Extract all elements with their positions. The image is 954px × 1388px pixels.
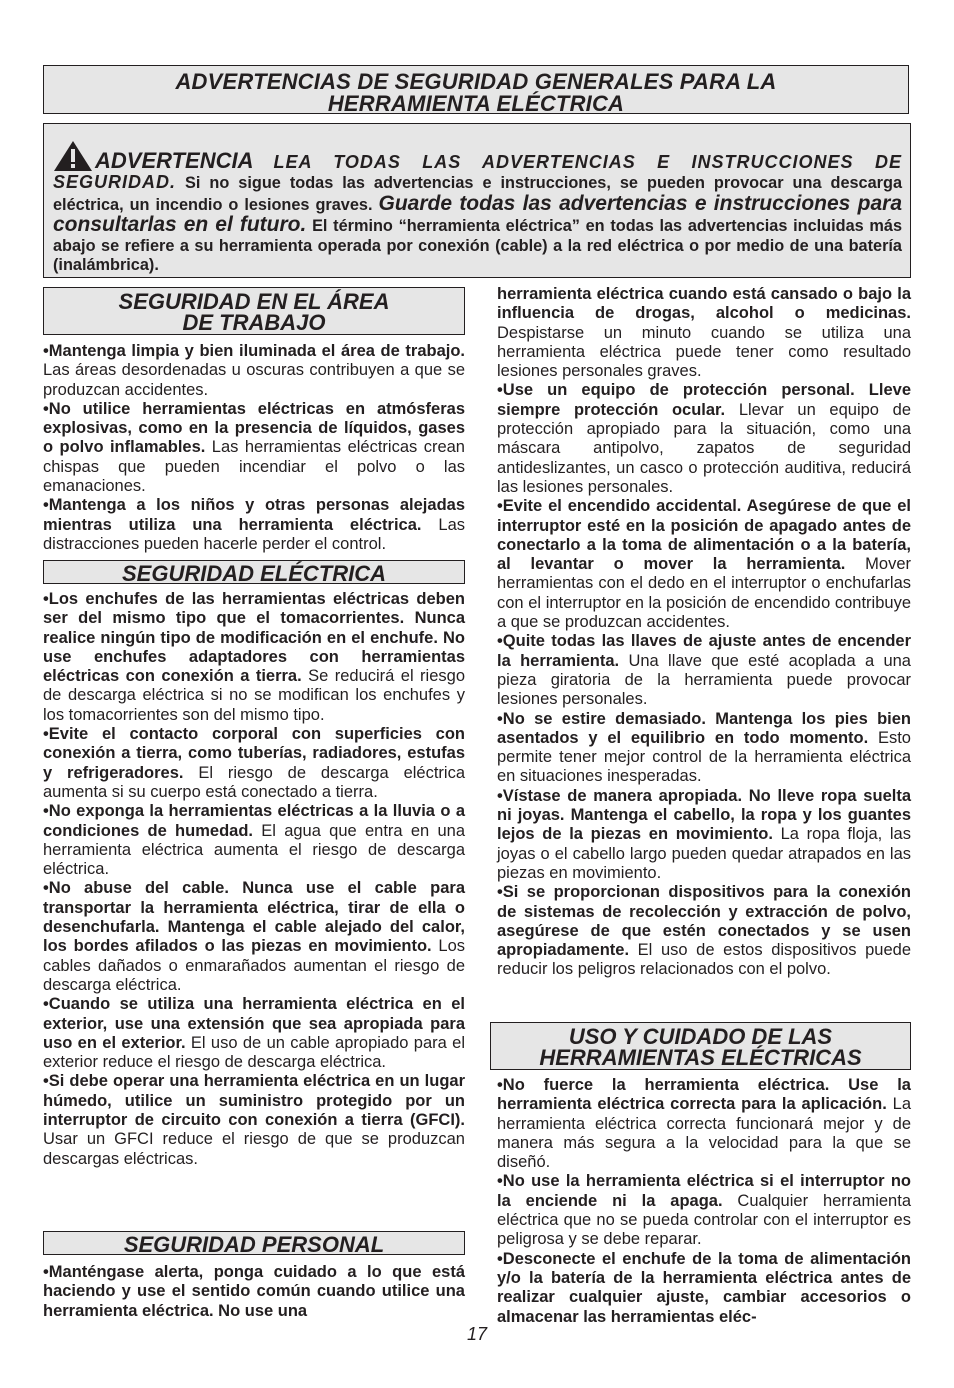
list-electrical	[43, 590, 465, 1169]
list-item: •Si debe operar una herramienta eléctrica en un lugar húmedo, utilice un suministro protegido por un interruptor de circuito con conexión a tierra (GFCI). Usar un GFCI reduce el riesgo de que se produzcan descargas eléctricas.	[43, 1072, 465, 1168]
list-item: •No se estire demasiado. Mantenga los pies bien asentados y el equilibrio en todo momento. Esto permite tener mejor control de la herramienta eléctrica en situaciones inesperadas.	[497, 709, 911, 786]
list-item: •Cuando se utiliza una herramienta eléctrica en el exterior, use una extensión que sea apropiada para uso en el exterior. El uso de un cable apropiado para el exterior reduce el riesgo de descarga eléctrica.	[43, 995, 465, 1072]
list-item: •Use un equipo de protección personal. Lleve siempre protección ocular. Llevar un equipo de protección apropiado para la situación, como una máscara antipolvo, zapatos de seguridad antideslizantes, un casco o protección auditiva, reducirá las lesiones personales.	[497, 381, 911, 496]
warning-lead: LEA TODAS LAS ADVERTENCIAS E INSTRUCCIONES DE SEGURIDAD.	[53, 152, 902, 193]
list-use-care	[497, 1076, 911, 1327]
section-head-personal	[43, 1231, 465, 1255]
section-head-electrical	[43, 560, 465, 584]
warning-triangle-icon	[53, 140, 93, 172]
list-item: •Quite todas las llaves de ajuste antes de encender la herramienta. Una llave que esté acoplada a una pieza giratoria de la herramienta puede provocar lesiones personales.	[497, 632, 911, 709]
list-item: •Vístase de manera apropiada. No lleve ropa suelta ni joyas. Mantenga el cabello, la ropa y los guantes lejos de la piezas en movimiento. La ropa floja, las joyas o el cabello largo pueden quedar atrapados en las piezas en movimiento.	[497, 786, 911, 882]
list-item: •No exponga la herramientas eléctricas a la lluvia o a condiciones de humedad. El agua que entra en una herramienta eléctrica aumenta el riesgo de descarga eléctrica.	[43, 802, 465, 879]
list-item: •Si se proporcionan dispositivos para la conexión de sistemas de recolección y extracción de polvo, asegúrese de que estén conectados y se usen apropiadamente. El uso de estos dispositivos puede reducir los peligros relacionados con el polvo.	[497, 883, 911, 979]
list-item: •Mantenga limpia y bien iluminada el área de trabajo. Las áreas desordenadas u oscuras contribuyen a que se produzcan accidentes.	[43, 342, 465, 399]
section-title-use-care-2: HERRAMIENTAS ELÉCTRICAS	[539, 1045, 862, 1070]
page-number: 17	[466, 1324, 488, 1344]
list-item: •No utilice herramientas eléctricas en atmósferas explosivas, como en la presencia de líquidos, gases o polvo inflamables. Las herramientas eléctricas crean chispas que pueden incendiar el polvo o las emanaciones.	[43, 399, 465, 496]
list-item: •No fuerce la herramienta eléctrica. Use la herramienta eléctrica correcta para la aplicación. La herramienta eléctrica correcta funcionará mejor y de manera más segura a la velocidad para la que se diseñó.	[497, 1076, 912, 1172]
section-title-work-area-1: SEGURIDAD EN EL ÁREA	[118, 289, 390, 314]
list-work-area	[43, 342, 465, 554]
list-item: •No use la herramienta eléctrica si el interruptor no la enciende ni la apaga. Cualquier herramienta eléctrica que no se pueda controlar con el interruptor es peligrosa y se debe reparar.	[497, 1172, 911, 1249]
list-personal-cont	[497, 285, 911, 980]
warning-word: ADVERTENCIA	[95, 148, 254, 173]
list-personal-start	[43, 1263, 465, 1321]
list-item: •Mantenga a los niños y otras personas alejadas mientras utiliza una herramienta eléctrica. Las distracciones pueden hacerle perder el control.	[43, 496, 466, 553]
list-item: •Evite el contacto corporal con superficies con conexión a tierra, como tuberías, radiadores, estufas y refrigeradores. El riesgo de descarga eléctrica aumenta si su cuerpo está conectado a tierra.	[43, 725, 466, 801]
section-title-use-care-1: USO Y CUIDADO DE LAS	[568, 1024, 833, 1049]
list-item: •No abuse del cable. Nunca use el cable para transportar la herramienta eléctrica, tirar de ella o desenchufarla. Mantenga el cable alejado del calor, los bordes afilados o las piezas en movimiento. Los cables dañados o enmarañados aumentan el riesgo de descarga eléctrica.	[43, 879, 465, 994]
list-item: •Evite el encendido accidental. Asegúrese de que el interruptor esté en la posición de apagado antes de conectarlo a la toma de alimentación o a la batería, al levantar o mover la herramienta. Mover herramientas con el dedo en el interruptor o enchufarlas con el interruptor en la posición de encendido contribuye a que se produzcan accidentes.	[497, 497, 911, 632]
list-item: •Los enchufes de las herramientas eléctricas deben ser del mismo tipo que el tomacorrientes. Nunca realice ningún tipo de modificación en el enchufe. No use enchufes adaptadores con herramientas eléctricas con conexión a tierra. Se reducirá el riesgo de descarga eléctrica si no se modifican los enchufes y los tomacorrientes son del mismo tipo.	[43, 590, 465, 724]
section-title-electrical: SEGURIDAD ELÉCTRICA	[121, 561, 386, 586]
warning-italic: Guarde todas las advertencias e instrucciones para consultarlas en el futuro.	[53, 191, 902, 237]
warning-text2: El término “herramienta eléctrica” en todas las advertencias incluidas más abajo se refiere a su herramienta operada por conexión (cable) a la red eléctrica o por medio de una batería (inalámbrica).	[53, 217, 902, 275]
section-title-personal: SEGURIDAD PERSONAL	[123, 1232, 385, 1257]
main-title-line1: ADVERTENCIAS DE SEGURIDAD GENERALES PARA LA	[175, 69, 777, 94]
section-head-use-care	[490, 1022, 911, 1070]
warning-text1: Si no sigue todas las advertencias e instrucciones, se pueden provocar una descarga eléctrica, un incendio o lesiones graves.	[53, 174, 903, 214]
list-item: •Desconecte el enchufe de la toma de alimentación y/o la batería de la herramienta eléctrica antes de realizar cualquier ajuste, cambiar accesorios o almacenar las herramientas eléc-	[497, 1249, 911, 1326]
section-title-work-area-2: DE TRABAJO	[182, 310, 326, 335]
section-head-work-area	[43, 287, 465, 335]
main-title-line2: HERRAMIENTA ELÉCTRICA	[327, 91, 625, 116]
list-item: herramienta eléctrica cuando está cansado o bajo la influencia de drogas, alcohol o medicinas. Despistarse un minuto cuando se utiliza una herramienta eléctrica puede tener como resultado lesiones personales graves.	[497, 285, 911, 381]
warning-box	[43, 123, 911, 278]
list-item: •Manténgase alerta, ponga cuidado a lo que está haciendo y use el sentido común cuando utilice una herramienta eléctrica. No use una	[43, 1263, 465, 1320]
main-title-box	[43, 65, 909, 114]
